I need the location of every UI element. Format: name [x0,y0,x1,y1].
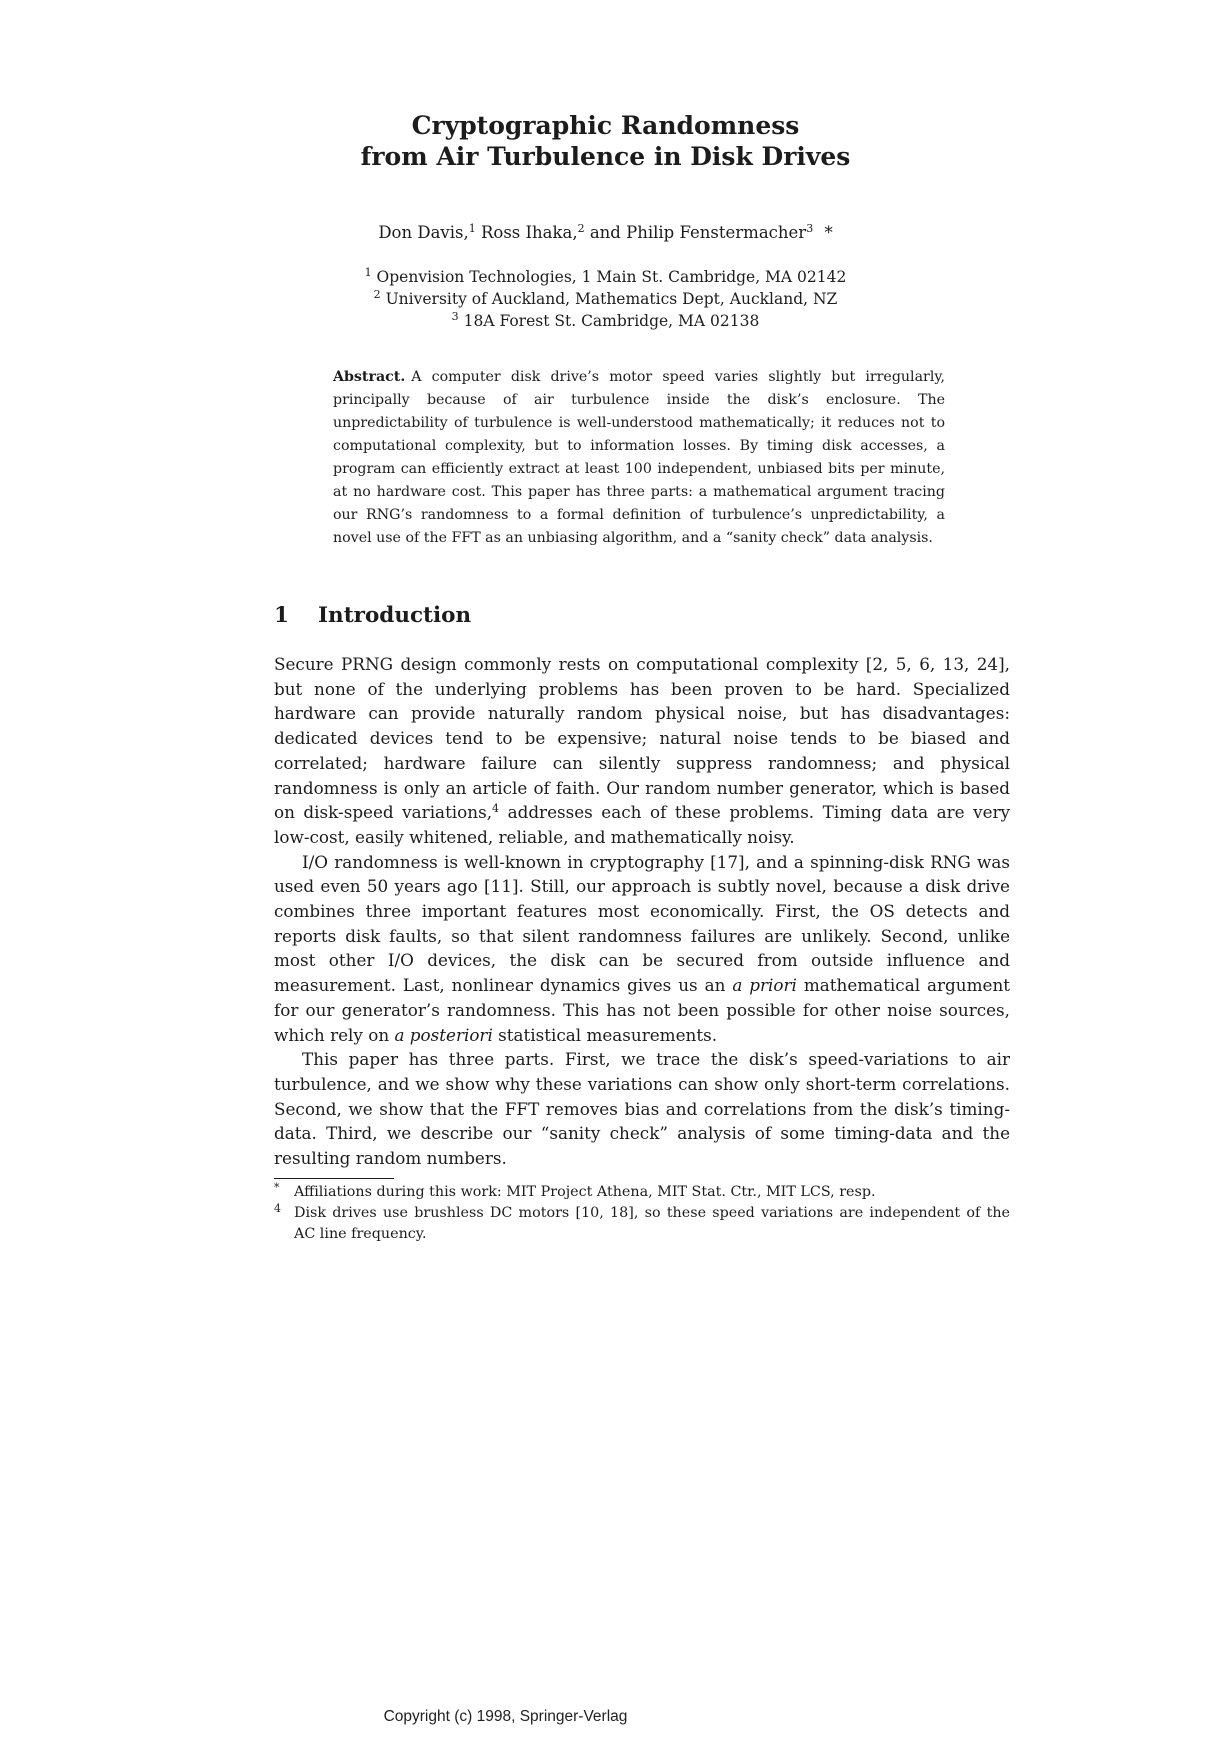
copyright-notice: Copyright (c) 1998, Springer-Verlag [383,1708,628,1725]
affiliation-3 [0,310,1211,332]
footnote-star-text: Affiliations during this work: MIT Project Athena, MIT Stat. Ctr., MIT LCS, resp. [294,1184,876,1200]
abstract-text: A computer disk drive’s motor speed varies slightly but irregularly, principally because of air turbulence inside the disk’s enclosure. The unpredictability of turbulence is well-understood mathematically; it reduces not to computational complexity, but to information losses. By timing disk accesses, a program can efficiently extract at least 100 independent, unbiased bits per minute, at no hardware cost. This paper has three parts: a mathematical argument tracing our RNG’s randomness to a formal definition of turbulence’s unpredictability, a novel use of the FFT as an unbiasing algorithm, and a “sanity check” data analysis. [333,369,945,546]
author-3: and Philip Fenstermacher [589,223,807,242]
paragraph-2-emphasis-2: a posteriori [394,1024,493,1045]
paragraph-1-text-b: addresses each of these problems. Timing data are very low-cost, easily whitened, reliable, and mathematically noisy. [274,802,1010,847]
paragraph-2 [274,850,1010,1048]
paragraph-2-emphasis-1: a priori [732,975,797,996]
affiliation-1-text: Openvision Technologies, 1 Main St. Cambridge, MA 02142 [376,268,847,286]
affiliation-1-mark: 1 [364,266,372,279]
affiliation-2-text: University of Auckland, Mathematics Dept, Auckland, NZ [385,290,838,308]
abstract [333,366,945,550]
footnote-divider [274,1178,394,1179]
section-title: Introduction [318,603,472,628]
paragraph-1 [274,652,1010,850]
author-list [0,222,1211,244]
paragraph-2-text-b: mathematical argument for our generator’s randomness. This has not been possible for other noise sources, which rely on [274,975,1010,1045]
affiliation-2 [0,288,1211,310]
author-2: Ross Ihaka, [480,223,578,242]
author-1-mark: 1 [468,222,476,235]
footnote-star: * Affiliations during this work: MIT Project Athena, MIT Stat. Ctr., MIT LCS, resp. [274,1181,876,1200]
footnotes [274,1182,1010,1245]
paragraph-2-text-c: statistical measurements. [492,1024,718,1045]
author-star: * [824,223,833,242]
author-2-mark: 2 [577,222,585,235]
paragraph-2-text-a: I/O randomness is well-known in cryptography [17], and a spinning-disk RNG was used even 50 years ago [11]. Still, our approach is subtly novel, because a disk drive combines three important features most economically. First, the OS detects and reports disk faults, so that silent randomness failures are unlikely. Second, unlike most other I/O devices, the disk can be secured from outside influence and measurement. Last, nonlinear dynamics gives us an [274,851,1010,996]
footnote-4-text: Disk drives use brushless DC motors [10, 18], so these speed variations are independent of the AC line frequency. [294,1205,1010,1242]
footnote-4: 4 Disk drives use brushless DC motors [10, 18], so these speed variations are independent of the AC line frequency. [274,1202,1010,1242]
paragraph-1-text-a: Secure PRNG design commonly rests on computational complexity [2, 5, 6, 13, 24], but none of the underlying problems has been proven to be hard. Specialized hardware can provide naturally random physical noise, but has disadvantages: dedicated devices tend to be expensive; natural noise tends to be biased and correlated; hardware failure can silently suppress randomness; and physical randomness is only an article of faith. Our random number generator, which is based on disk-speed variations, [274,654,1010,823]
title-line-2: from Air Turbulence in Disk Drives [360,142,851,171]
affiliation-1 [0,266,1211,288]
title-line-1: Cryptographic Randomness [411,111,800,140]
paper-title [0,110,1211,172]
section-heading [274,603,471,629]
author-1: Don Davis, [378,223,469,242]
affiliation-2-mark: 2 [373,288,381,301]
paragraph-3: This paper has three parts. First, we trace the disk’s speed-variations to air turbulence, and we show why these variations can show only short-term correlations. Second, we show that the FFT removes bias and correlations from the disk’s timing-data. Third, we describe our “sanity check” analysis of some timing-data and the resulting random numbers. [274,1049,1010,1169]
abstract-label: Abstract. [333,369,406,385]
affiliation-3-text: 18A Forest St. Cambridge, MA 02138 [463,312,760,330]
footnote-ref-4: 4 [492,802,500,816]
section-number: 1 [274,603,289,628]
affiliations [0,266,1211,332]
author-3-mark: 3 [806,222,814,235]
affiliation-3-mark: 3 [451,310,459,323]
section-body [274,652,1010,1171]
